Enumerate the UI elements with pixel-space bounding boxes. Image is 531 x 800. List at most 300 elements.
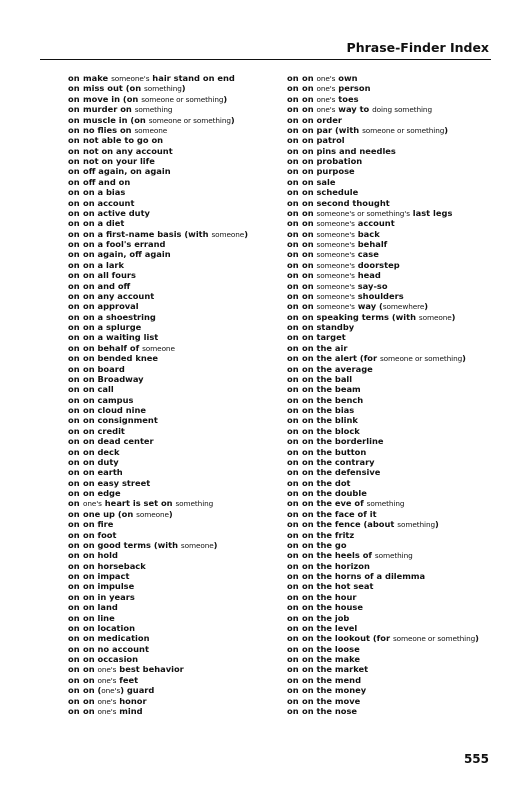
index-keyword: on [68,124,80,135]
index-keyword: on [287,290,299,301]
index-keyword: on [68,145,80,156]
index-entry [287,509,507,519]
entry-phrase-text: feet [116,674,139,685]
entry-phrase-text: on [302,270,317,281]
index-entry [68,696,288,706]
index-entry [287,436,507,446]
entry-phrase-text: on patrol [302,135,345,146]
index-keyword: on [68,508,80,519]
index-keyword: on [68,591,80,602]
index-entry [287,488,507,498]
index-entry [68,519,288,529]
entry-placeholder-text: someone's [316,240,355,249]
entry-phrase-text: on the eve of [302,498,367,509]
index-entry [68,115,288,125]
index-keyword: on [68,373,80,384]
entry-placeholder-text: one's [97,675,117,685]
entry-phrase-text: on the borderline [302,436,384,447]
index-entry [287,83,507,93]
page-header-title: Phrase-Finder Index [346,40,489,55]
index-keyword: on [68,519,80,530]
index-keyword: on [287,207,299,218]
index-keyword: on [287,353,299,364]
entry-phrase-text: on the house [302,602,363,613]
entry-phrase-text: account [354,218,395,229]
index-entry [287,218,507,228]
index-keyword: on [287,384,299,395]
index-keyword: on [287,405,299,415]
entry-phrase-text: toes [335,93,359,104]
entry-phrase-text: on account [83,197,135,208]
index-entry [68,623,288,633]
index-entry [287,177,507,187]
index-keyword: on [287,166,299,177]
index-entry [287,696,507,706]
entry-phrase-text: ) [230,114,235,125]
index-entry [287,519,507,529]
index-keyword: on [68,187,80,198]
entry-phrase-text: on the level [302,622,358,633]
index-entry [287,125,507,135]
entry-phrase-text: on the alert (for [302,353,380,364]
entry-phrase-text: ) [213,539,218,550]
index-entry [287,166,507,176]
index-keyword: on [68,280,80,291]
index-entry [68,436,288,446]
index-entry [287,457,507,467]
index-entry [68,198,288,208]
index-keyword: on [68,446,80,457]
index-keyword: on [287,456,299,467]
index-keyword: on [287,581,299,592]
entry-phrase-text: ) [451,311,456,322]
entry-phrase-text: move in (on [83,93,142,104]
index-entry [287,249,507,259]
entry-placeholder-text: one's [316,105,336,115]
entry-phrase-text: on probation [302,156,363,166]
entry-phrase-text: on the horns of a dilemma [302,571,426,581]
entry-phrase-text: on the ball [302,373,353,384]
entry-phrase-text: on the bench [302,394,364,405]
index-entry [68,633,288,643]
entry-placeholder-text: doing something [372,105,432,115]
entry-phrase-text: on the fritz [302,529,355,540]
index-keyword: on [287,560,299,571]
index-keyword: on [68,695,80,706]
entry-phrase-text: on the lookout (for [302,633,393,644]
entry-phrase-text: murder on [83,104,135,115]
index-entry [287,550,507,560]
entry-phrase-text: case [354,249,379,260]
index-keyword: on [68,207,80,218]
entry-phrase-text: on sale [302,176,336,187]
entry-phrase-text: on a shoestring [83,311,156,322]
index-entry [287,270,507,280]
index-keyword: on [287,654,299,664]
entry-phrase-text: ) [444,124,449,135]
index-entry [68,602,288,612]
index-keyword: on [287,145,299,156]
index-entry [68,415,288,425]
entry-phrase-text: ) [435,519,439,530]
entry-placeholder-text: something [397,520,435,530]
index-keyword: on [68,612,80,623]
entry-phrase-text: on location [83,622,135,633]
entry-phrase-text: on the hour [302,591,357,602]
index-entry [287,664,507,674]
index-keyword: on [68,550,80,561]
index-entry [68,478,288,488]
entry-phrase-text: miss out (on [83,83,145,94]
index-entry [68,177,288,187]
entry-phrase-text: on the defensive [302,467,381,478]
index-keyword: on [68,467,80,478]
entry-phrase-text: on dead center [83,436,154,447]
index-entry [68,664,288,674]
index-keyword: on [287,301,299,312]
entry-phrase-text: on behalf of [83,342,143,353]
index-entry [68,229,288,239]
index-entry [68,239,288,249]
index-keyword: on [287,550,299,561]
index-keyword: on [287,415,299,426]
index-keyword: on [68,581,80,592]
entry-phrase-text: mind [116,705,143,716]
index-column-left [68,73,288,716]
entry-phrase-text: on [302,280,317,291]
index-keyword: on [68,643,80,654]
index-entry [287,633,507,643]
entry-phrase-text: on the money [302,685,367,696]
entry-phrase-text: on the fence (about [302,519,398,530]
index-keyword: on [287,695,299,706]
entry-phrase-text: on [302,290,317,301]
entry-placeholder-text: something [374,551,413,561]
index-keyword: on [68,73,80,83]
index-keyword: on [287,104,299,115]
entry-phrase-text: on horseback [83,560,146,571]
index-entry [287,198,507,208]
entry-phrase-text: on speaking terms (with [302,311,419,322]
index-keyword: on [287,508,299,519]
entry-phrase-text: person [335,83,371,94]
index-keyword: on [68,394,80,405]
entry-phrase-text: on the dot [302,477,351,488]
index-keyword: on [287,311,299,322]
entry-phrase-text: on any account [83,290,155,301]
index-entry [68,281,288,291]
entry-phrase-text: on a first-name basis (with [83,228,212,239]
entry-placeholder-text: one's [316,94,336,104]
index-entry [287,301,507,311]
entry-placeholder-text: one's [97,665,117,675]
entry-phrase-text: on the market [302,664,369,675]
entry-phrase-text: on a waiting list [83,332,159,343]
entry-placeholder-text: someone's or something's [316,208,410,218]
entry-placeholder-text: someone [180,540,214,550]
entry-phrase-text: doorstep [354,259,400,270]
entry-phrase-text: own [335,73,358,83]
index-keyword: on [68,228,80,239]
entry-placeholder-text: someone [134,125,168,135]
index-keyword: on [287,467,299,478]
entry-phrase-text: ) guard [120,685,155,696]
index-entry [68,104,288,114]
index-keyword: on [287,176,299,187]
index-entry [68,395,288,405]
entry-phrase-text: on earth [83,467,123,478]
entry-phrase-text: ) [475,633,479,644]
entry-placeholder-text: someone [211,229,245,239]
index-keyword: on [68,664,80,675]
index-keyword: on [68,415,80,426]
index-entry [287,426,507,436]
index-keyword: on [287,622,299,633]
entry-placeholder-text: someone [418,312,452,322]
index-entry [287,602,507,612]
index-keyword: on [68,176,80,187]
entry-placeholder-text: someone or something [379,354,463,364]
index-keyword: on [287,705,299,716]
entry-phrase-text: on a fool's errand [83,239,166,249]
entry-placeholder-text: someone's [316,271,355,281]
entry-phrase-text: on the loose [302,643,360,654]
index-entry [287,312,507,322]
entry-phrase-text: on deck [83,446,120,457]
entry-phrase-text: on the bias [302,405,355,415]
index-keyword: on [68,104,80,115]
entry-phrase-text: on the mend [302,674,362,685]
entry-placeholder-text: one's [83,499,102,509]
entry-placeholder-text: someone's [316,302,355,312]
entry-phrase-text: on the move [302,695,361,706]
index-keyword: on [68,488,80,498]
entry-phrase-text: on [302,259,317,270]
entry-phrase-text: on [83,695,98,706]
entry-phrase-text: on duty [83,456,119,467]
index-keyword: on [68,93,80,104]
entry-phrase-text: not able to go on [83,135,164,146]
entry-placeholder-text: someone [142,343,175,353]
index-keyword: on [287,187,299,198]
index-keyword: on [287,124,299,135]
index-keyword: on [287,83,299,94]
entry-placeholder-text: something [366,499,405,509]
index-entry [287,73,507,83]
index-entry [68,405,288,415]
index-keyword: on [68,363,80,374]
index-entry [287,291,507,301]
entry-phrase-text: on credit [83,425,125,436]
index-entry [68,561,288,571]
index-keyword: on [287,156,299,166]
entry-phrase-text: on target [302,332,346,343]
entry-phrase-text: on the nose [302,705,358,716]
index-entry [68,613,288,623]
index-keyword: on [68,156,80,166]
entry-phrase-text: on board [83,363,125,374]
index-entry [68,530,288,540]
entry-placeholder-text: something [134,105,173,115]
index-entry [68,498,288,508]
entry-phrase-text: on [83,664,98,675]
index-entry [68,571,288,581]
index-entry [287,530,507,540]
index-keyword: on [287,259,299,270]
entry-placeholder-text: something [144,84,182,94]
index-entry [287,654,507,664]
entry-phrase-text: on the air [302,342,348,353]
entry-phrase-text: head [354,270,381,281]
index-keyword: on [68,166,80,177]
index-entry [287,706,507,716]
entry-phrase-text: on purpose [302,166,355,177]
entry-phrase-text: on the average [302,363,373,374]
index-entry [68,353,288,363]
entry-phrase-text: off again, on again [83,166,171,177]
entry-phrase-text: on par (with [302,124,363,135]
index-entry [68,73,288,83]
entry-placeholder-text: someone or something [362,125,445,135]
index-keyword: on [68,332,80,343]
entry-phrase-text: ) [244,228,248,239]
entry-placeholder-text: someone or something [141,94,224,104]
index-keyword: on [68,353,80,364]
index-keyword: on [287,394,299,405]
index-entry [287,384,507,394]
entry-phrase-text: ) [462,353,466,364]
index-entry [287,229,507,239]
entry-placeholder-text: someone or something [392,634,476,644]
index-keyword: on [68,405,80,415]
index-entry [287,104,507,114]
index-keyword: on [68,249,80,260]
page-number: 555 [463,752,489,766]
entry-phrase-text: on schedule [302,187,359,198]
index-entry [68,312,288,322]
index-keyword: on [287,529,299,540]
index-keyword: on [287,228,299,239]
entry-placeholder-text: one's [97,706,117,716]
index-entry [68,644,288,654]
index-keyword: on [68,311,80,322]
index-column-right [287,73,507,716]
index-entry [68,675,288,685]
index-keyword: on [287,73,299,83]
entry-phrase-text: on a diet [83,218,125,229]
index-entry [68,550,288,560]
entry-placeholder-text: somewhere [382,302,425,312]
header-rule [40,59,491,60]
entry-phrase-text: on the double [302,488,367,498]
entry-phrase-text: shoulders [354,290,404,301]
entry-phrase-text: on Broadway [83,373,144,384]
index-entry [287,94,507,104]
index-entry [68,685,288,695]
entry-phrase-text: not on your life [83,156,155,166]
index-entry [287,571,507,581]
entry-phrase-text: on [302,218,317,229]
index-keyword: on [287,93,299,104]
index-keyword: on [68,560,80,571]
index-keyword: on [287,342,299,353]
entry-phrase-text: not on any account [83,145,173,156]
index-keyword: on [287,135,299,146]
index-entry [287,447,507,457]
entry-phrase-text: back [354,228,380,239]
index-entry [68,322,288,332]
entry-phrase-text: last legs [409,207,453,218]
index-keyword: on [68,290,80,301]
index-keyword: on [68,456,80,467]
index-entry [287,364,507,374]
entry-phrase-text: on campus [83,394,134,405]
index-entry [287,613,507,623]
index-keyword: on [68,602,80,613]
entry-placeholder-text: someone's [316,281,355,291]
entry-phrase-text: on the face of it [302,508,377,519]
entry-placeholder-text: someone's [316,229,355,239]
entry-placeholder-text: one's [97,696,117,706]
index-entry [287,156,507,166]
index-entry [68,457,288,467]
index-entry [68,581,288,591]
entry-phrase-text: on cloud nine [83,405,146,415]
index-keyword: on [287,218,299,229]
index-entry [68,706,288,716]
index-entry [287,374,507,384]
index-entry [68,208,288,218]
index-entry [68,187,288,197]
index-entry [68,270,288,280]
entry-phrase-text: on all fours [83,270,136,281]
entry-phrase-text: on the go [302,539,347,550]
entry-phrase-text: on the blink [302,415,358,426]
index-keyword: on [68,705,80,716]
index-entry [287,405,507,415]
entry-phrase-text: on [83,705,98,716]
index-entry [68,426,288,436]
index-keyword: on [68,622,80,633]
index-entry [68,83,288,93]
entry-phrase-text: way ( [354,301,383,312]
entry-phrase-text: on the job [302,612,350,623]
entry-phrase-text: on [302,93,317,104]
entry-phrase-text: on and off [83,280,131,291]
index-keyword: on [68,301,80,312]
entry-phrase-text: on in years [83,591,135,602]
index-keyword: on [287,322,299,332]
index-keyword: on [287,280,299,291]
index-entry [68,540,288,550]
index-entry [287,353,507,363]
index-entry [68,343,288,353]
index-entry [68,301,288,311]
index-entry [287,343,507,353]
index-keyword: on [287,488,299,498]
index-keyword: on [287,197,299,208]
entry-phrase-text: ) [223,93,228,104]
index-keyword: on [287,114,299,125]
entry-phrase-text: on line [83,612,115,623]
entry-phrase-text: on the beam [302,384,361,395]
index-entry [68,374,288,384]
index-entry [68,332,288,342]
entry-phrase-text: on approval [83,301,139,312]
entry-phrase-text: on [302,207,317,218]
index-entry [287,467,507,477]
entry-phrase-text: muscle in (on [83,114,149,125]
